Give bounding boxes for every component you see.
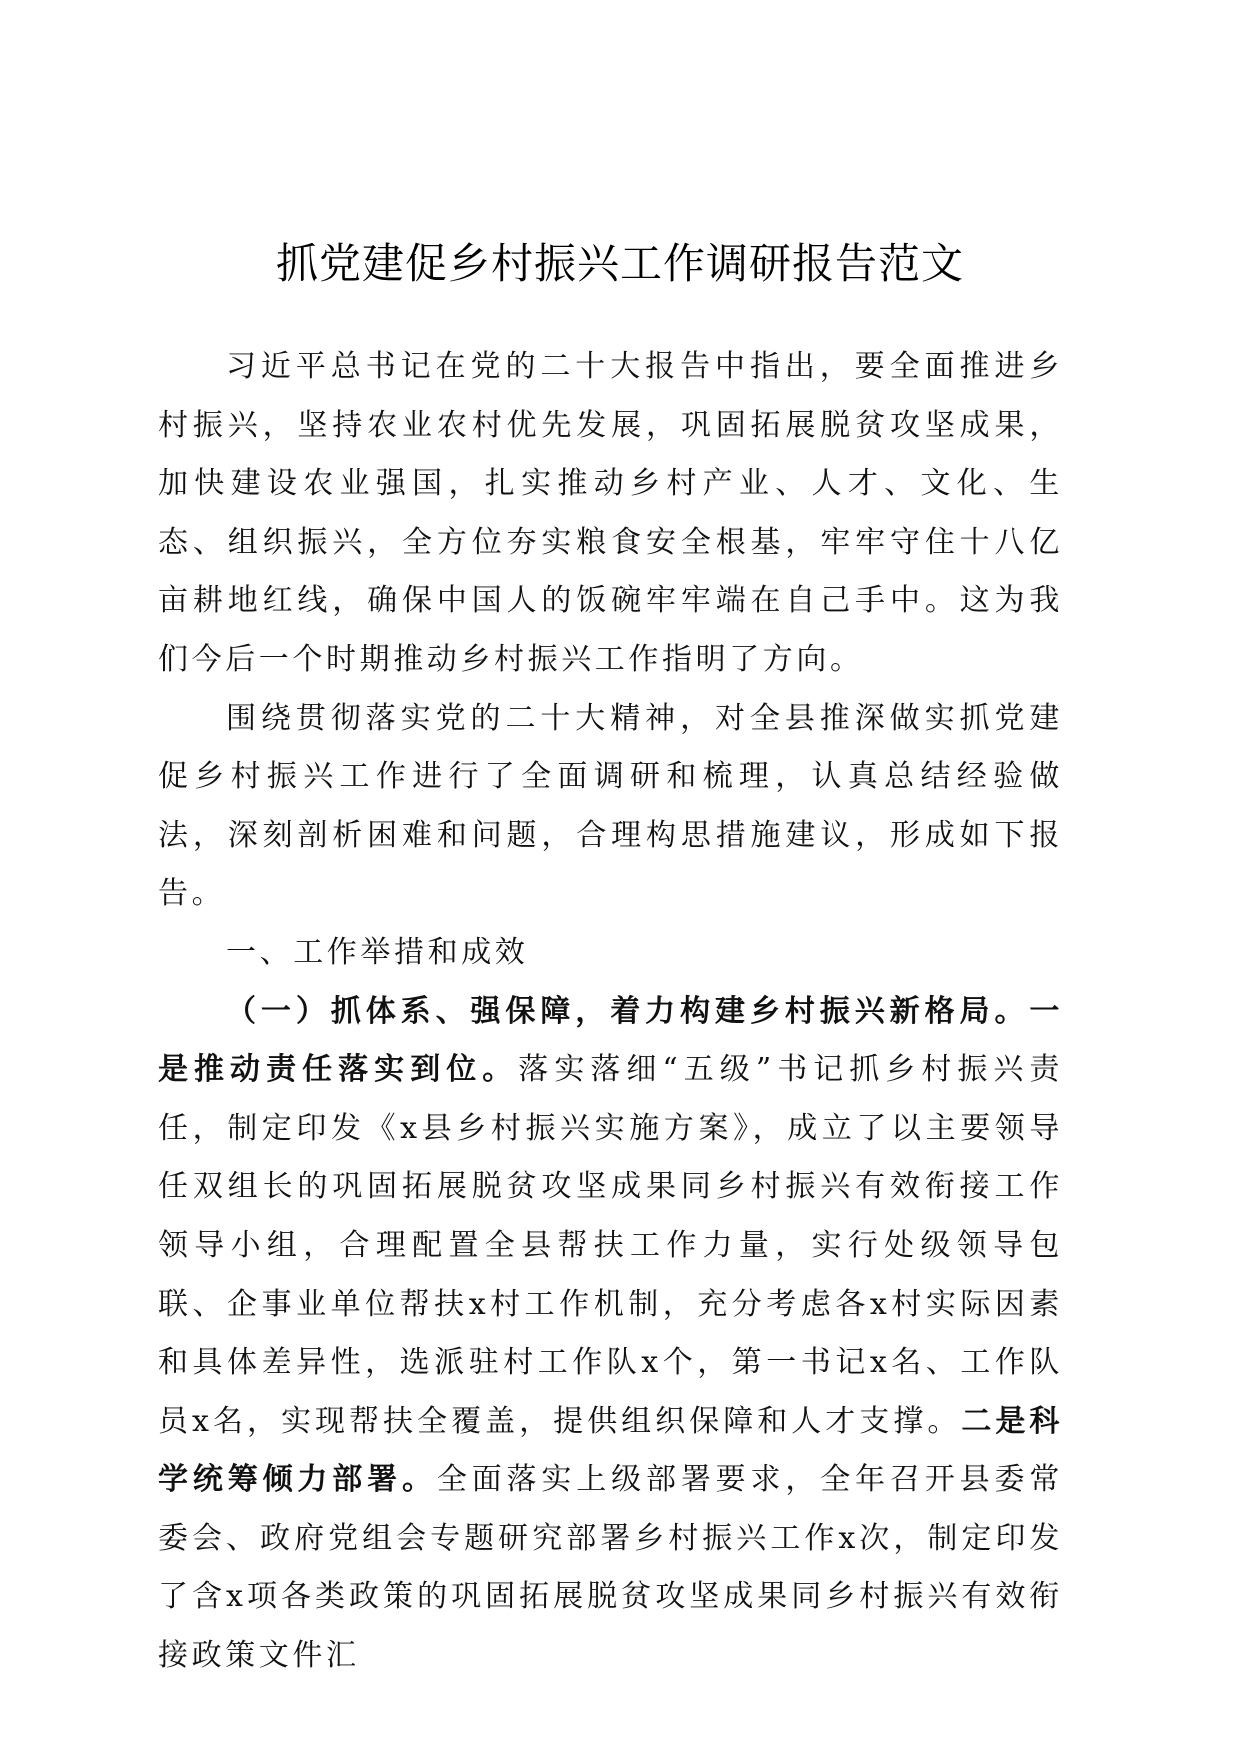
point-2-text: 全面落实上级部署要求，全年召开县委常委会、政府党组会专题研究部署乡村振兴工作x次，制定印发了含x项各类政策的巩固拓展脱贫攻坚成果同乡村振兴有效衔接政策文件汇: [158, 1462, 1063, 1674]
scope-paragraph: 围绕贯彻落实党的二十大精神，对全县推深做实抓党建促乡村振兴工作进行了全面调研和梳理，认真总结经验做法，深刻剖析困难和问题，合理构思措施建议，形成如下报告。: [158, 700, 1063, 912]
subsection-paragraph: [158, 983, 1063, 1686]
point-1-lead: 一是推动责任落实到位。: [158, 993, 1063, 1088]
point-1-text: 落实落细“五级”书记抓乡村振兴责任，制定印发《x县乡村振兴实施方案》，成立了以主要领导任双组长的巩固拓展脱贫攻坚成果同乡村振兴有效衔接工作领导小组，合理配置全县帮扶工作力量，实行处级领导包联、企事业单位帮扶x村工作机制，充分考虑各x村实际因素和具体差异性，选派驻村工作队x个，第一书记x名、工作队员x名，实现帮扶全覆盖，提供组织保障和人才支撑。: [158, 1052, 1064, 1439]
point-2-lead: 二是科学统筹倾力部署。: [158, 1403, 1063, 1498]
document-body: [158, 338, 1063, 1686]
subsection-heading: （一）抓体系、强保障，着力构建乡村振兴新格局。: [226, 993, 1030, 1029]
document-title: 抓党建促乡村振兴工作调研报告范文: [275, 239, 964, 288]
section-heading: 一、工作举措和成效: [226, 934, 529, 970]
intro-paragraph: 习近平总书记在党的二十大报告中指出，要全面推进乡村振兴，坚持农业农村优先发展，巩固拓展脱贫攻坚成果，加快建设农业强国，扎实推动乡村产业、人才、文化、生态、组织振兴，全方位夯实粮食安全根基，牢牢守住十八亿亩耕地红线，确保中国人的饭碗牢牢端在自己手中。这为我们今后一个时期推动乡村振兴工作指明了方向。: [158, 349, 1063, 677]
